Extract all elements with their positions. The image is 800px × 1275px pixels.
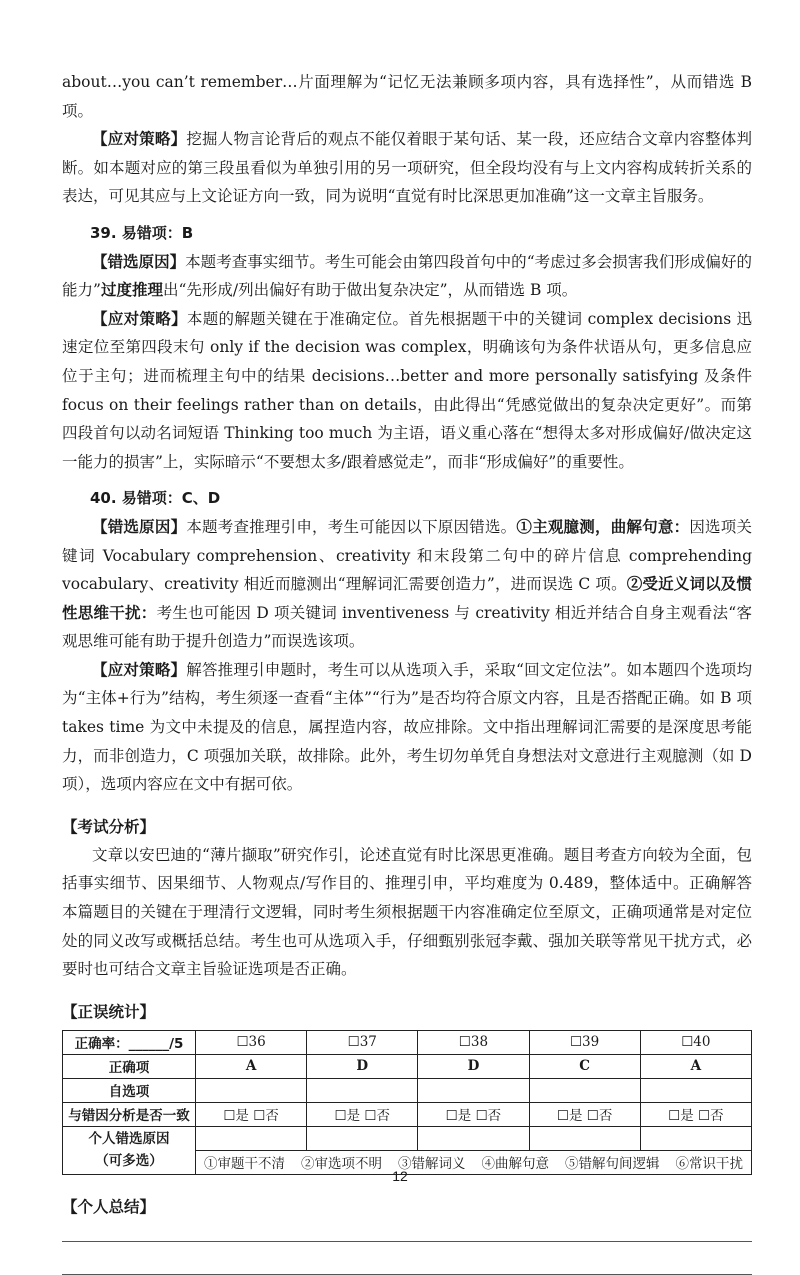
q38-tail-paragraph: about…you can’t remember…片面理解为“记忆无法兼顾多项内容，具有选择性”，从而错选 B 项。 — [62, 73, 752, 120]
accuracy-label[interactable]: 正确率：______/5 — [63, 1030, 196, 1054]
q38-strategy-paragraph — [62, 125, 752, 211]
correct-39: C — [529, 1054, 640, 1078]
correct-36: A — [196, 1054, 307, 1078]
q40-reason-text-2: 因选项关键词 Vocabulary comprehension、creativity 和末段第二句中的碎片信息 comprehending vocabulary、creativity 相近而臆测出“理解词汇需要创造力”，进而误选 C 项。 — [62, 517, 752, 594]
yes-no-36[interactable]: ☐是 ☐否 — [196, 1102, 307, 1126]
yes-no-37[interactable]: ☐是 ☐否 — [307, 1102, 418, 1126]
consistent-label: 与错因分析是否一致 — [63, 1102, 196, 1126]
chosen-label: 自选项 — [63, 1078, 196, 1102]
analysis-title: 【考试分析】 — [62, 817, 156, 836]
stats-title: 【正误统计】 — [62, 1002, 156, 1021]
q38-strategy-text: 挖掘人物言论背后的观点不能仅着眼于某句话、某一段，还应结合文章内容整体判断。如本题对应的第三段虽看似为单独引用的另一项研究，但全段均没有与上文内容构成转折关系的表达，可见其应与上文论证方向一致，同为说明“直觉有时比深思更加准确”这一文章主旨服务。 — [62, 130, 752, 206]
summary-line-1[interactable] — [62, 1241, 752, 1242]
q39-reason-label: 【错选原因】 — [92, 251, 186, 271]
q40-reason-text-1: 本题考查推理引申，考生可能因以下原因错选。 — [186, 517, 517, 536]
page-number: 12 — [392, 1168, 408, 1184]
correct-row — [63, 1054, 752, 1078]
reason-label-line-1: 个人错选原因 — [88, 1131, 170, 1148]
page-content — [62, 68, 752, 1275]
question-checkbox-40[interactable]: ☐40 — [640, 1030, 751, 1054]
reason-option-2[interactable]: ②审选项不明 — [301, 1156, 382, 1173]
analysis-paragraph: 文章以安巴迪的“薄片撷取”研究作引，论述直觉有时比深思更准确。题目考查方向较为全面，包括事实细节、因果细节、人物观点/写作目的、推理引申，平均难度为 0.489，整体适中。正确解答本篇题目的关键在于理清行文逻辑，同时考生须根据题干内容准确定位至原文，正确项通常是对定位处的同义改写或概括总结。考生也可从选项入手，仔细甄别张冠李戴、强加关联等常见干扰方式，必要时也可结合文章主旨验证选项是否正确。 — [62, 845, 752, 979]
chosen-field-37[interactable] — [307, 1078, 418, 1102]
q39-reason-bold: 过度推理 — [100, 280, 163, 300]
stats-table — [62, 1030, 752, 1175]
q40-strategy-label: 【应对策略】 — [92, 659, 187, 679]
q39-reason-text-2: 出“先形成/列出偏好有助于做出复杂决定”，从而错选 B 项。 — [162, 281, 578, 300]
reason-option-3[interactable]: ③错解词义 — [398, 1156, 466, 1173]
reason-option-1[interactable]: ①审题干不清 — [204, 1156, 285, 1173]
correct-38: D — [418, 1054, 529, 1078]
chosen-row — [63, 1078, 752, 1102]
q40-reason-bold-1: ①主观臆测，曲解句意： — [516, 516, 690, 536]
reason-field-40[interactable] — [640, 1126, 751, 1150]
yes-no-39[interactable]: ☐是 ☐否 — [529, 1102, 640, 1126]
q39-strategy-label: 【应对策略】 — [92, 308, 187, 328]
q39-strategy-paragraph — [62, 305, 752, 477]
reason-field-36[interactable] — [196, 1126, 307, 1150]
reason-field-38[interactable] — [418, 1126, 529, 1150]
question-checkbox-36[interactable]: ☐36 — [196, 1030, 307, 1054]
q40-strategy-paragraph — [62, 656, 752, 799]
chosen-field-40[interactable] — [640, 1078, 751, 1102]
reason-field-39[interactable] — [529, 1126, 640, 1150]
question-checkbox-37[interactable]: ☐37 — [307, 1030, 418, 1054]
reason-option-6[interactable]: ⑥常识干扰 — [675, 1156, 743, 1173]
reason-option-5[interactable]: ⑤错解句间逻辑 — [565, 1156, 660, 1173]
q40-reason-bold-2: ②受近义词以及惯性思维干扰： — [62, 574, 752, 622]
yes-no-38[interactable]: ☐是 ☐否 — [418, 1102, 529, 1126]
summary-title: 【个人总结】 — [62, 1197, 156, 1216]
chosen-field-36[interactable] — [196, 1078, 307, 1102]
q40-heading: 40. 易错项：C、D — [90, 489, 221, 508]
reason-label-line-2: （可多选） — [95, 1153, 163, 1170]
q38-strategy-label: 【应对策略】 — [92, 129, 187, 149]
chosen-field-38[interactable] — [418, 1078, 529, 1102]
question-checkbox-38[interactable]: ☐38 — [418, 1030, 529, 1054]
reason-option-4[interactable]: ④曲解句意 — [481, 1156, 549, 1173]
consistent-row — [63, 1102, 752, 1126]
stats-header-row — [63, 1030, 752, 1054]
q40-reason-paragraph — [62, 513, 752, 656]
correct-label: 正确项 — [63, 1054, 196, 1078]
question-checkbox-39[interactable]: ☐39 — [529, 1030, 640, 1054]
q40-strategy-text: 解答推理引申题时，考生可以从选项入手，采取“回文定位法”。如本题四个选项均为“主体+行为”结构，考生须逐一查看“主体”“行为”是否均符合原文内容，且是否搭配正确。如 B 项 takes time 为文中未提及的信息，属捏造内容，故应排除。文中指出理解词汇需要的是深度思考能力，而非创造力，C 项强加关联，故排除。此外，考生切勿单凭自身想法对文意进行主观臆测（如 D 项），选项内容应在文中有据可依。 — [62, 660, 752, 794]
correct-40: A — [640, 1054, 751, 1078]
q40-reason-text-3: 考生也可能因 D 项关键词 inventiveness 与 creativity 相近并结合自身主观看法“客观思维可能有助于提升创造力”而误选该项。 — [62, 603, 752, 651]
chosen-field-39[interactable] — [529, 1078, 640, 1102]
q39-strategy-text: 本题的解题关键在于准确定位。首先根据题干中的关键词 complex decisions 迅速定位至第四段末句 only if the decision was complex，明确该句为条件状语从句，更多信息应位于主句；进而梳理主句中的结果 decisions…better and more personally satisfying 及条件 focus on their feelings rather than on details，由此得出“凭感觉做出的复杂决定更好”。而第四段首句以动名词短语 Thinking too much 为主语，语义重心落在“想得太多对形成偏好/做决定这一能力的损害”上，实际暗示“不要想太多/跟着感觉走”，而非“形成偏好”的重要性。 — [62, 309, 752, 471]
correct-37: D — [307, 1054, 418, 1078]
reason-field-37[interactable] — [307, 1126, 418, 1150]
q39-reason-text-1: 本题考查事实细节。考生可能会由第四段首句中的“考虑过多会损害我们形成偏好的能力” — [62, 252, 752, 300]
q39-reason-paragraph — [62, 248, 752, 305]
yes-no-40[interactable]: ☐是 ☐否 — [640, 1102, 751, 1126]
q40-reason-label: 【错选原因】 — [92, 516, 187, 536]
q39-heading: 39. 易错项：B — [90, 223, 194, 242]
reason-row-top — [63, 1126, 752, 1150]
